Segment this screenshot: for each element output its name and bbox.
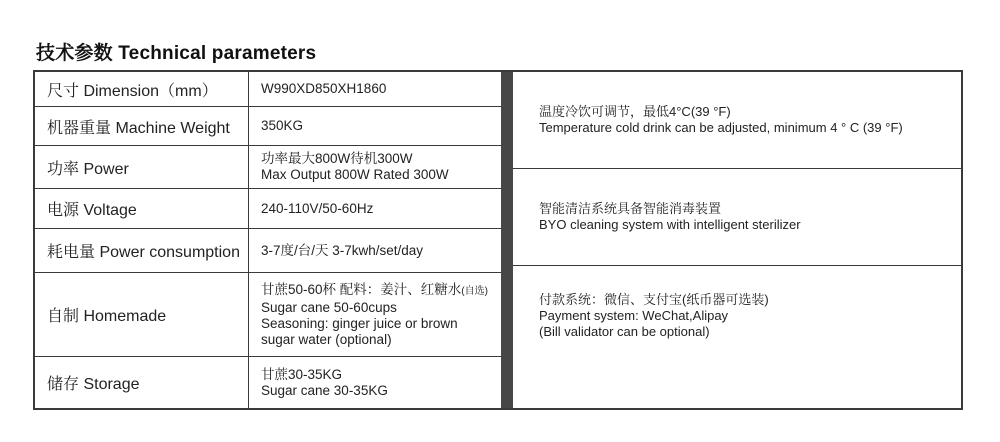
param-label-voltage: 电源 Voltage bbox=[35, 189, 249, 228]
value-line: sugar water (optional) bbox=[261, 331, 392, 347]
param-label-weight: 机器重量 Machine Weight bbox=[35, 107, 249, 145]
param-value-voltage bbox=[249, 189, 501, 228]
value-line: Sugar cane 50-60cups bbox=[261, 299, 397, 315]
param-value-power-consumption bbox=[249, 229, 501, 272]
param-value-weight bbox=[249, 107, 501, 145]
param-value-storage bbox=[249, 357, 501, 408]
feature-line: BYO cleaning system with intelligent sterilizer bbox=[539, 217, 801, 232]
param-label-homemade: 自制 Homemade bbox=[35, 273, 249, 356]
parameters-column bbox=[35, 72, 501, 408]
table-row bbox=[35, 357, 501, 408]
value-line: 350KG bbox=[261, 118, 304, 133]
value-line: W990XD850XH1860 bbox=[261, 81, 387, 96]
param-value-power bbox=[249, 146, 501, 188]
table-row bbox=[35, 189, 501, 229]
feature-payment bbox=[513, 266, 961, 408]
table-row bbox=[35, 273, 501, 357]
param-value-homemade bbox=[249, 273, 501, 356]
param-label-storage: 储存 Storage bbox=[35, 357, 249, 408]
feature-line: Temperature cold drink can be adjusted, minimum 4 ° C (39 °F) bbox=[539, 120, 903, 135]
param-value-dimension bbox=[249, 72, 501, 106]
column-divider bbox=[501, 72, 513, 408]
feature-line: Payment system: WeChat,Alipay bbox=[539, 308, 729, 323]
param-label-power-consumption: 耗电量 Power consumption bbox=[35, 229, 249, 272]
feature-temperature bbox=[513, 72, 961, 169]
feature-line: 付款系统：微信、支付宝(纸币器可选装) bbox=[539, 292, 769, 307]
value-line-text: 甘蔗50-60杯 配料：姜汁、红糖水 bbox=[261, 281, 462, 297]
features-column bbox=[513, 72, 961, 408]
value-line: Sugar cane 30-35KG bbox=[261, 382, 388, 398]
technical-parameters-table bbox=[33, 70, 963, 410]
value-line: 240-110V/50-60Hz bbox=[261, 200, 374, 216]
table-row bbox=[35, 72, 501, 107]
param-label-power: 功率 Power bbox=[35, 146, 249, 188]
feature-line: (Bill validator can be optional) bbox=[539, 324, 710, 339]
page-title: 技术参数 Technical parameters bbox=[36, 43, 317, 64]
value-line: 功率最大800W待机300W bbox=[261, 151, 413, 166]
optional-note: (自选) bbox=[461, 285, 488, 297]
param-label-dimension: 尺寸 Dimension（mm） bbox=[35, 72, 249, 106]
feature-cleaning bbox=[513, 169, 961, 266]
value-line: Seasoning: ginger juice or brown bbox=[261, 315, 458, 331]
feature-line: 智能清洁系统具备智能消毒装置 bbox=[539, 201, 722, 216]
value-line: Max Output 800W Rated 300W bbox=[261, 167, 449, 182]
table-row bbox=[35, 229, 501, 273]
value-line: 3-7度/台/天 3-7kwh/set/day bbox=[261, 242, 424, 258]
table-row bbox=[35, 107, 501, 146]
value-line bbox=[261, 282, 501, 300]
table-row bbox=[35, 146, 501, 189]
feature-line: 温度冷饮可调节，最低4°C(39 °F) bbox=[539, 104, 731, 119]
value-line: 甘蔗30-35KG bbox=[261, 366, 343, 382]
